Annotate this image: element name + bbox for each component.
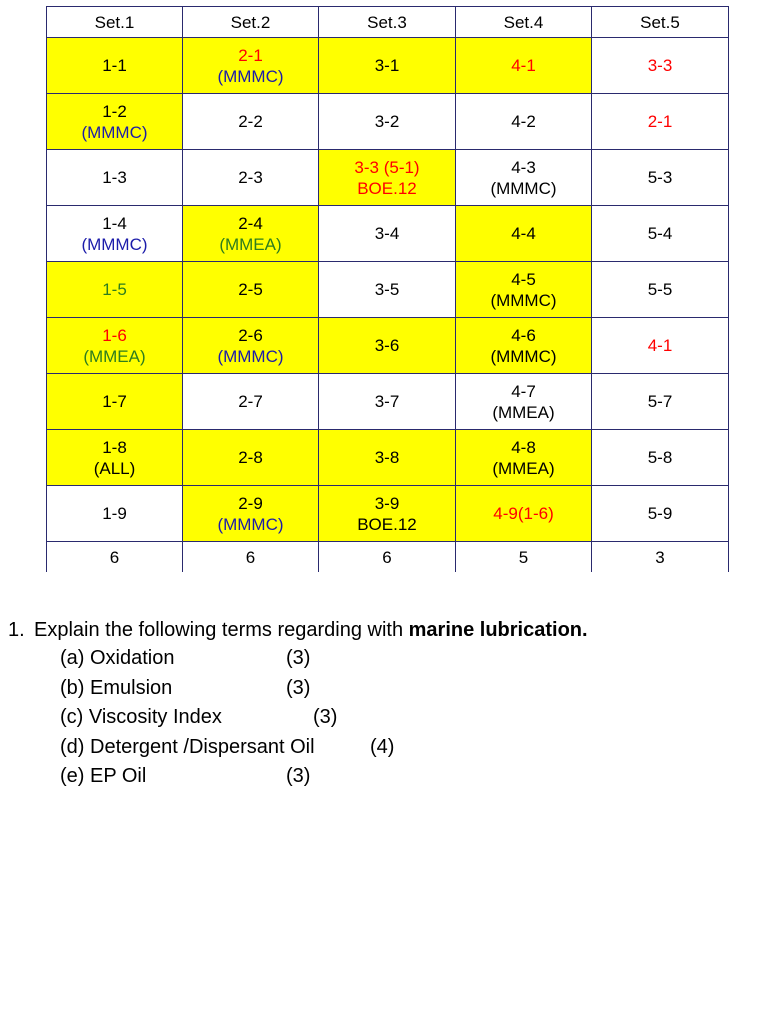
cell-text: (MMEA) bbox=[83, 346, 146, 366]
sub-question-marks: (3) bbox=[286, 676, 311, 699]
table-body bbox=[47, 38, 729, 573]
table-cell bbox=[47, 486, 183, 542]
cell-text: 3-7 bbox=[374, 392, 400, 411]
table-cell bbox=[183, 262, 319, 318]
question-number: 1. bbox=[8, 619, 25, 641]
table-cell bbox=[592, 486, 729, 542]
table-cell bbox=[183, 486, 319, 542]
table-cell bbox=[456, 374, 592, 430]
cell-text: 2-8 bbox=[238, 448, 263, 467]
table-row bbox=[47, 206, 729, 262]
cell-text: 2-5 bbox=[238, 280, 263, 299]
cell-text: 2-7 bbox=[238, 392, 263, 411]
table-cell bbox=[47, 262, 183, 318]
sub-question bbox=[8, 733, 748, 763]
question-text: Explain the following terms regarding with bbox=[34, 619, 409, 641]
table-cell bbox=[183, 374, 319, 430]
cell-text: 3-8 bbox=[374, 448, 400, 467]
cell-text: 1-7 bbox=[102, 392, 127, 411]
table-cell bbox=[592, 262, 729, 318]
table-cell bbox=[319, 94, 456, 150]
sub-question-marks: (4) bbox=[370, 735, 395, 758]
sub-question-label: (e) EP Oil bbox=[60, 765, 147, 787]
total-cell: 6 bbox=[183, 542, 319, 573]
cell-text: (MMEA) bbox=[492, 402, 555, 422]
header-set-1: Set.1 bbox=[47, 7, 183, 38]
table-row bbox=[47, 38, 729, 94]
table-row bbox=[47, 486, 729, 542]
table-row bbox=[47, 318, 729, 374]
table-row bbox=[47, 94, 729, 150]
table-cell bbox=[319, 374, 456, 430]
table-cell bbox=[183, 94, 319, 150]
cell-text: 5-5 bbox=[647, 280, 673, 299]
cell-text: (MMEA) bbox=[492, 458, 555, 478]
table-cell bbox=[319, 318, 456, 374]
cell-text: (MMMC) bbox=[217, 66, 284, 86]
total-cell: 5 bbox=[456, 542, 592, 573]
table-cell bbox=[456, 150, 592, 206]
table-cell bbox=[47, 318, 183, 374]
table-cell bbox=[456, 262, 592, 318]
table-cell bbox=[319, 430, 456, 486]
table-cell bbox=[319, 262, 456, 318]
cell-text: 2-6 bbox=[238, 325, 263, 345]
cell-text: 3-1 bbox=[374, 56, 400, 75]
sub-question bbox=[8, 762, 748, 792]
cell-text: 1-3 bbox=[102, 168, 127, 187]
sub-question-label: (d) Detergent /Dispersant Oil bbox=[60, 735, 315, 758]
cell-text: (ALL) bbox=[93, 458, 136, 478]
table-cell bbox=[319, 486, 456, 542]
cell-text: 4-1 bbox=[647, 336, 673, 355]
table-cell bbox=[456, 206, 592, 262]
cell-text: 4-8 bbox=[511, 437, 536, 457]
table-cell bbox=[47, 94, 183, 150]
cell-text: (MMMC) bbox=[217, 514, 284, 534]
cell-text: 1-6 bbox=[102, 325, 127, 345]
table-cell bbox=[319, 150, 456, 206]
cell-text: 4-3 bbox=[511, 157, 536, 177]
table-row bbox=[47, 150, 729, 206]
cell-text: 2-3 bbox=[238, 168, 263, 187]
cell-text: (MMMC) bbox=[81, 234, 148, 254]
cell-text: 4-4 bbox=[511, 224, 536, 243]
cell-text: 1-2 bbox=[102, 101, 127, 121]
table-cell bbox=[456, 486, 592, 542]
table-row bbox=[47, 430, 729, 486]
cell-text: BOE.12 bbox=[357, 178, 417, 198]
cell-text: (MMEA) bbox=[219, 234, 282, 254]
cell-text: 2-1 bbox=[238, 45, 263, 65]
cell-text: 5-9 bbox=[647, 504, 673, 523]
cell-text: (MMMC) bbox=[217, 346, 284, 366]
table-cell bbox=[456, 430, 592, 486]
table-row bbox=[47, 374, 729, 430]
cell-text: 2-2 bbox=[238, 112, 263, 131]
table-cell bbox=[47, 206, 183, 262]
cell-text: 3-5 bbox=[374, 280, 400, 299]
table-cell bbox=[592, 150, 729, 206]
cell-text: (MMMC) bbox=[81, 122, 148, 142]
sub-question-marks: (3) bbox=[286, 765, 311, 787]
header-set-5: Set.5 bbox=[592, 7, 729, 38]
table-cell bbox=[592, 374, 729, 430]
table-cell bbox=[47, 430, 183, 486]
header-row bbox=[47, 7, 729, 38]
total-cell: 6 bbox=[47, 542, 183, 573]
table-cell bbox=[592, 38, 729, 94]
cell-text: 1-1 bbox=[102, 56, 127, 75]
cell-text: (MMMC) bbox=[490, 346, 557, 366]
cell-text: 4-1 bbox=[511, 56, 536, 75]
table-cell bbox=[592, 318, 729, 374]
table-cell bbox=[319, 206, 456, 262]
table-row bbox=[47, 262, 729, 318]
cell-text: 5-3 bbox=[647, 168, 673, 187]
cell-text: 5-4 bbox=[647, 224, 673, 243]
total-cell: 6 bbox=[319, 542, 456, 573]
cell-text: (MMMC) bbox=[490, 178, 557, 198]
sub-question bbox=[8, 644, 748, 674]
sub-question bbox=[8, 674, 748, 704]
table-cell bbox=[456, 94, 592, 150]
question-heading bbox=[8, 616, 748, 644]
cell-text: 5-7 bbox=[647, 392, 673, 411]
question-topic: marine lubrication. bbox=[408, 619, 588, 641]
cell-text: 4-6 bbox=[511, 325, 536, 345]
cell-text: 1-5 bbox=[102, 280, 127, 299]
table-cell bbox=[183, 150, 319, 206]
table-cell bbox=[592, 206, 729, 262]
table-cell bbox=[319, 38, 456, 94]
cell-text: 3-6 bbox=[374, 336, 400, 355]
cell-text: 3-3 (5-1) bbox=[354, 157, 420, 177]
table-cell bbox=[47, 374, 183, 430]
table-cell bbox=[456, 38, 592, 94]
table-cell bbox=[592, 94, 729, 150]
cell-text: 5-8 bbox=[647, 448, 673, 467]
cell-text: 3-2 bbox=[374, 112, 400, 131]
sub-question bbox=[8, 703, 748, 733]
exam-question bbox=[8, 616, 748, 792]
header-set-2: Set.2 bbox=[183, 7, 319, 38]
cell-text: 3-3 bbox=[647, 56, 673, 75]
table-cell bbox=[47, 38, 183, 94]
cell-text: 2-4 bbox=[238, 213, 263, 233]
cell-text: 1-4 bbox=[102, 213, 127, 233]
table-cell bbox=[456, 318, 592, 374]
header-set-4: Set.4 bbox=[456, 7, 592, 38]
total-cell: 3 bbox=[592, 542, 729, 573]
cell-text: 4-2 bbox=[511, 112, 536, 131]
cell-text: (MMMC) bbox=[490, 290, 557, 310]
table-cell bbox=[183, 206, 319, 262]
cell-text: 3-4 bbox=[374, 224, 400, 243]
cell-text: 4-5 bbox=[511, 269, 536, 289]
totals-row bbox=[47, 542, 729, 573]
sub-question-label: (c) Viscosity Index bbox=[60, 706, 222, 728]
question-sets-table bbox=[46, 6, 729, 572]
cell-text: 2-1 bbox=[647, 112, 673, 131]
table-cell bbox=[183, 318, 319, 374]
cell-text: 4-9(1-6) bbox=[493, 504, 554, 523]
sub-question-marks: (3) bbox=[286, 647, 311, 669]
sub-question-label: (a) Oxidation bbox=[60, 647, 175, 669]
cell-text: 1-8 bbox=[102, 437, 127, 457]
cell-text: 1-9 bbox=[102, 504, 127, 523]
sub-question-marks: (3) bbox=[313, 706, 338, 728]
table-cell bbox=[592, 430, 729, 486]
cell-text: 3-9 bbox=[374, 493, 400, 513]
cell-text: BOE.12 bbox=[357, 514, 417, 534]
table-cell bbox=[47, 150, 183, 206]
cell-text: 2-9 bbox=[238, 493, 263, 513]
header-set-3: Set.3 bbox=[319, 7, 456, 38]
sub-question-label: (b) Emulsion bbox=[60, 676, 173, 699]
table-cell bbox=[183, 38, 319, 94]
cell-text: 4-7 bbox=[511, 381, 536, 401]
table-cell bbox=[183, 430, 319, 486]
